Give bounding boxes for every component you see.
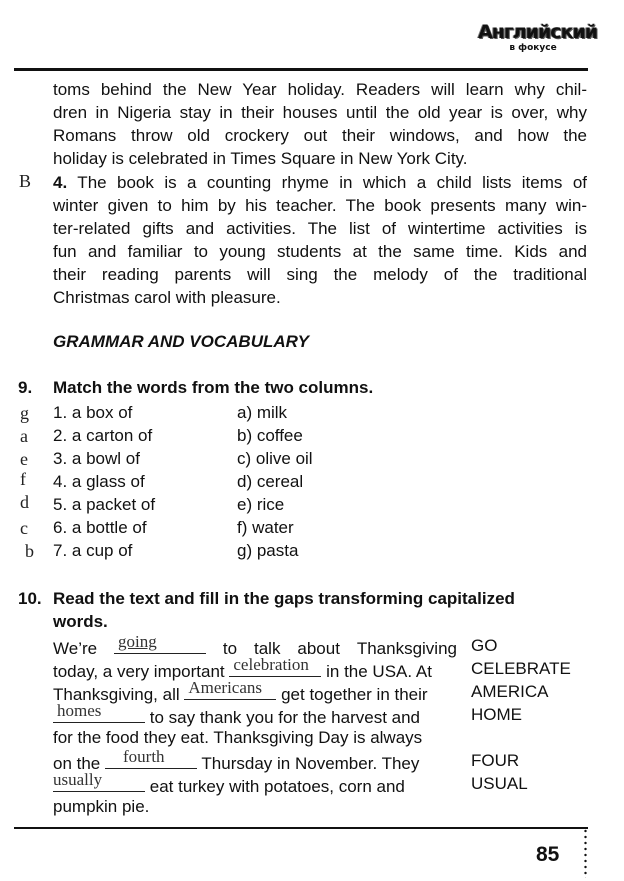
- match-answer: d: [20, 492, 29, 512]
- answer-gap[interactable]: [53, 770, 145, 792]
- reading-item-4: [53, 171, 587, 309]
- keyword: HOME: [471, 705, 522, 724]
- answer-gap[interactable]: [105, 747, 197, 769]
- task-instruction: Match the words from the two columns.: [53, 378, 374, 397]
- match-left: 6. a bottle of: [53, 518, 147, 537]
- match-answer: g: [20, 403, 29, 423]
- text: in the USA. At: [326, 662, 432, 681]
- text-line: [53, 747, 457, 774]
- task-number: 10.: [18, 589, 42, 608]
- match-right: c) olive oil: [237, 449, 313, 468]
- match-left: 3. a bowl of: [53, 449, 140, 468]
- task-10-instruction: [18, 587, 588, 633]
- task-instruction-cont: words.: [53, 612, 108, 631]
- match-left: 2. a carton of: [53, 426, 153, 445]
- text: Thanksgiving: [356, 639, 457, 658]
- text: on the: [53, 754, 101, 773]
- dotted-edge-decoration: [584, 828, 587, 878]
- text: to say thank you for the harvest and: [149, 708, 421, 727]
- section-heading: GRAMMAR AND VOCABULARY: [53, 332, 309, 351]
- match-row: [0, 469, 624, 495]
- match-right: e) rice: [237, 495, 285, 514]
- logo-subtitle: в фокусе: [509, 43, 557, 53]
- handwritten-answer: fourth: [123, 747, 165, 766]
- match-answer: b: [25, 541, 34, 561]
- match-row: [0, 518, 624, 541]
- answer-gap[interactable]: [184, 678, 276, 700]
- page-number: 85: [536, 843, 560, 866]
- match-left: 1. a box of: [53, 403, 133, 422]
- text-line: pumpkin pie.: [53, 797, 150, 816]
- text: about: [297, 639, 340, 658]
- match-answer: a: [20, 426, 28, 446]
- text-line: their reading parents will sing the melody of the traditional: [53, 265, 587, 284]
- match-row: [0, 403, 624, 426]
- match-right: f) water: [237, 518, 294, 537]
- handwritten-answer: celebration: [233, 655, 309, 674]
- handwritten-answer: homes: [57, 701, 102, 720]
- text-line: [53, 701, 457, 728]
- reading-continuation: [53, 78, 587, 170]
- text: to: [222, 639, 238, 658]
- text: Thanksgiving, all: [53, 685, 180, 704]
- keyword: FOUR: [471, 751, 520, 770]
- item-number: 4.: [53, 173, 68, 192]
- text-line: winter given to him by his teacher. The book presents many win-: [53, 196, 587, 215]
- task-instruction: Read the text and fill in the gaps transforming capitalized: [53, 589, 515, 608]
- text-line: fun and familiar to young students at the same time. Kids and: [53, 242, 587, 261]
- answer-gap[interactable]: [229, 655, 321, 677]
- text: talk: [254, 639, 281, 658]
- text-line: The book is a counting rhyme in which a child lists items of: [67, 173, 587, 192]
- text-line: Romans throw old crockery out their windows, and how the: [53, 126, 587, 145]
- match-row: [0, 449, 624, 472]
- keyword: CELEBRATE: [471, 659, 571, 678]
- match-answer: e: [20, 449, 28, 469]
- keyword: AMERICA: [471, 682, 549, 701]
- text: eat turkey with potatoes, corn and: [149, 777, 405, 796]
- keyword: USUAL: [471, 774, 528, 793]
- text: get together in their: [281, 685, 428, 704]
- match-answer: c: [20, 518, 28, 538]
- text-line: [53, 770, 457, 797]
- header-divider: [14, 68, 588, 71]
- margin-answer: B: [19, 171, 32, 191]
- text: Thursday in November. They: [201, 754, 420, 773]
- handwritten-answer: usually: [53, 770, 103, 789]
- match-right: b) coffee: [237, 426, 303, 445]
- text-line: ter-related gifts and activities. The list of wintertime activities is: [53, 219, 587, 238]
- task-number: 9.: [18, 378, 33, 397]
- footer-divider: [14, 827, 588, 829]
- text-line: dren in Nigeria stay in their houses until the old year is over, why: [53, 103, 587, 122]
- match-row: [0, 541, 624, 564]
- match-right: a) milk: [237, 403, 288, 422]
- match-left: 4. a glass of: [53, 472, 145, 491]
- text-line: for the food they eat. Thanksgiving Day is always: [53, 728, 423, 747]
- match-right: d) cereal: [237, 472, 304, 491]
- text-line: holiday is celebrated in Times Square in New York City.: [53, 149, 468, 168]
- book-logo: [478, 21, 598, 53]
- logo-title: Английский: [478, 21, 598, 43]
- text-line: [53, 678, 457, 705]
- text: We’re: [53, 639, 98, 658]
- match-right: g) pasta: [237, 541, 299, 560]
- answer-gap[interactable]: [53, 701, 145, 723]
- match-row: [0, 492, 624, 518]
- match-row: [0, 426, 624, 449]
- text-line: toms behind the New Year holiday. Readers will learn why chil-: [53, 80, 587, 99]
- text-line: Christmas carol with pleasure.: [53, 288, 281, 307]
- match-left: 5. a packet of: [53, 495, 156, 514]
- match-left: 7. a cup of: [53, 541, 133, 560]
- handwritten-answer: Americans: [188, 678, 262, 697]
- answer-gap[interactable]: [114, 632, 206, 654]
- handwritten-answer: going: [118, 632, 157, 651]
- keyword: GO: [471, 636, 498, 655]
- text: today, a very important: [53, 662, 225, 681]
- match-answer: f: [20, 469, 26, 489]
